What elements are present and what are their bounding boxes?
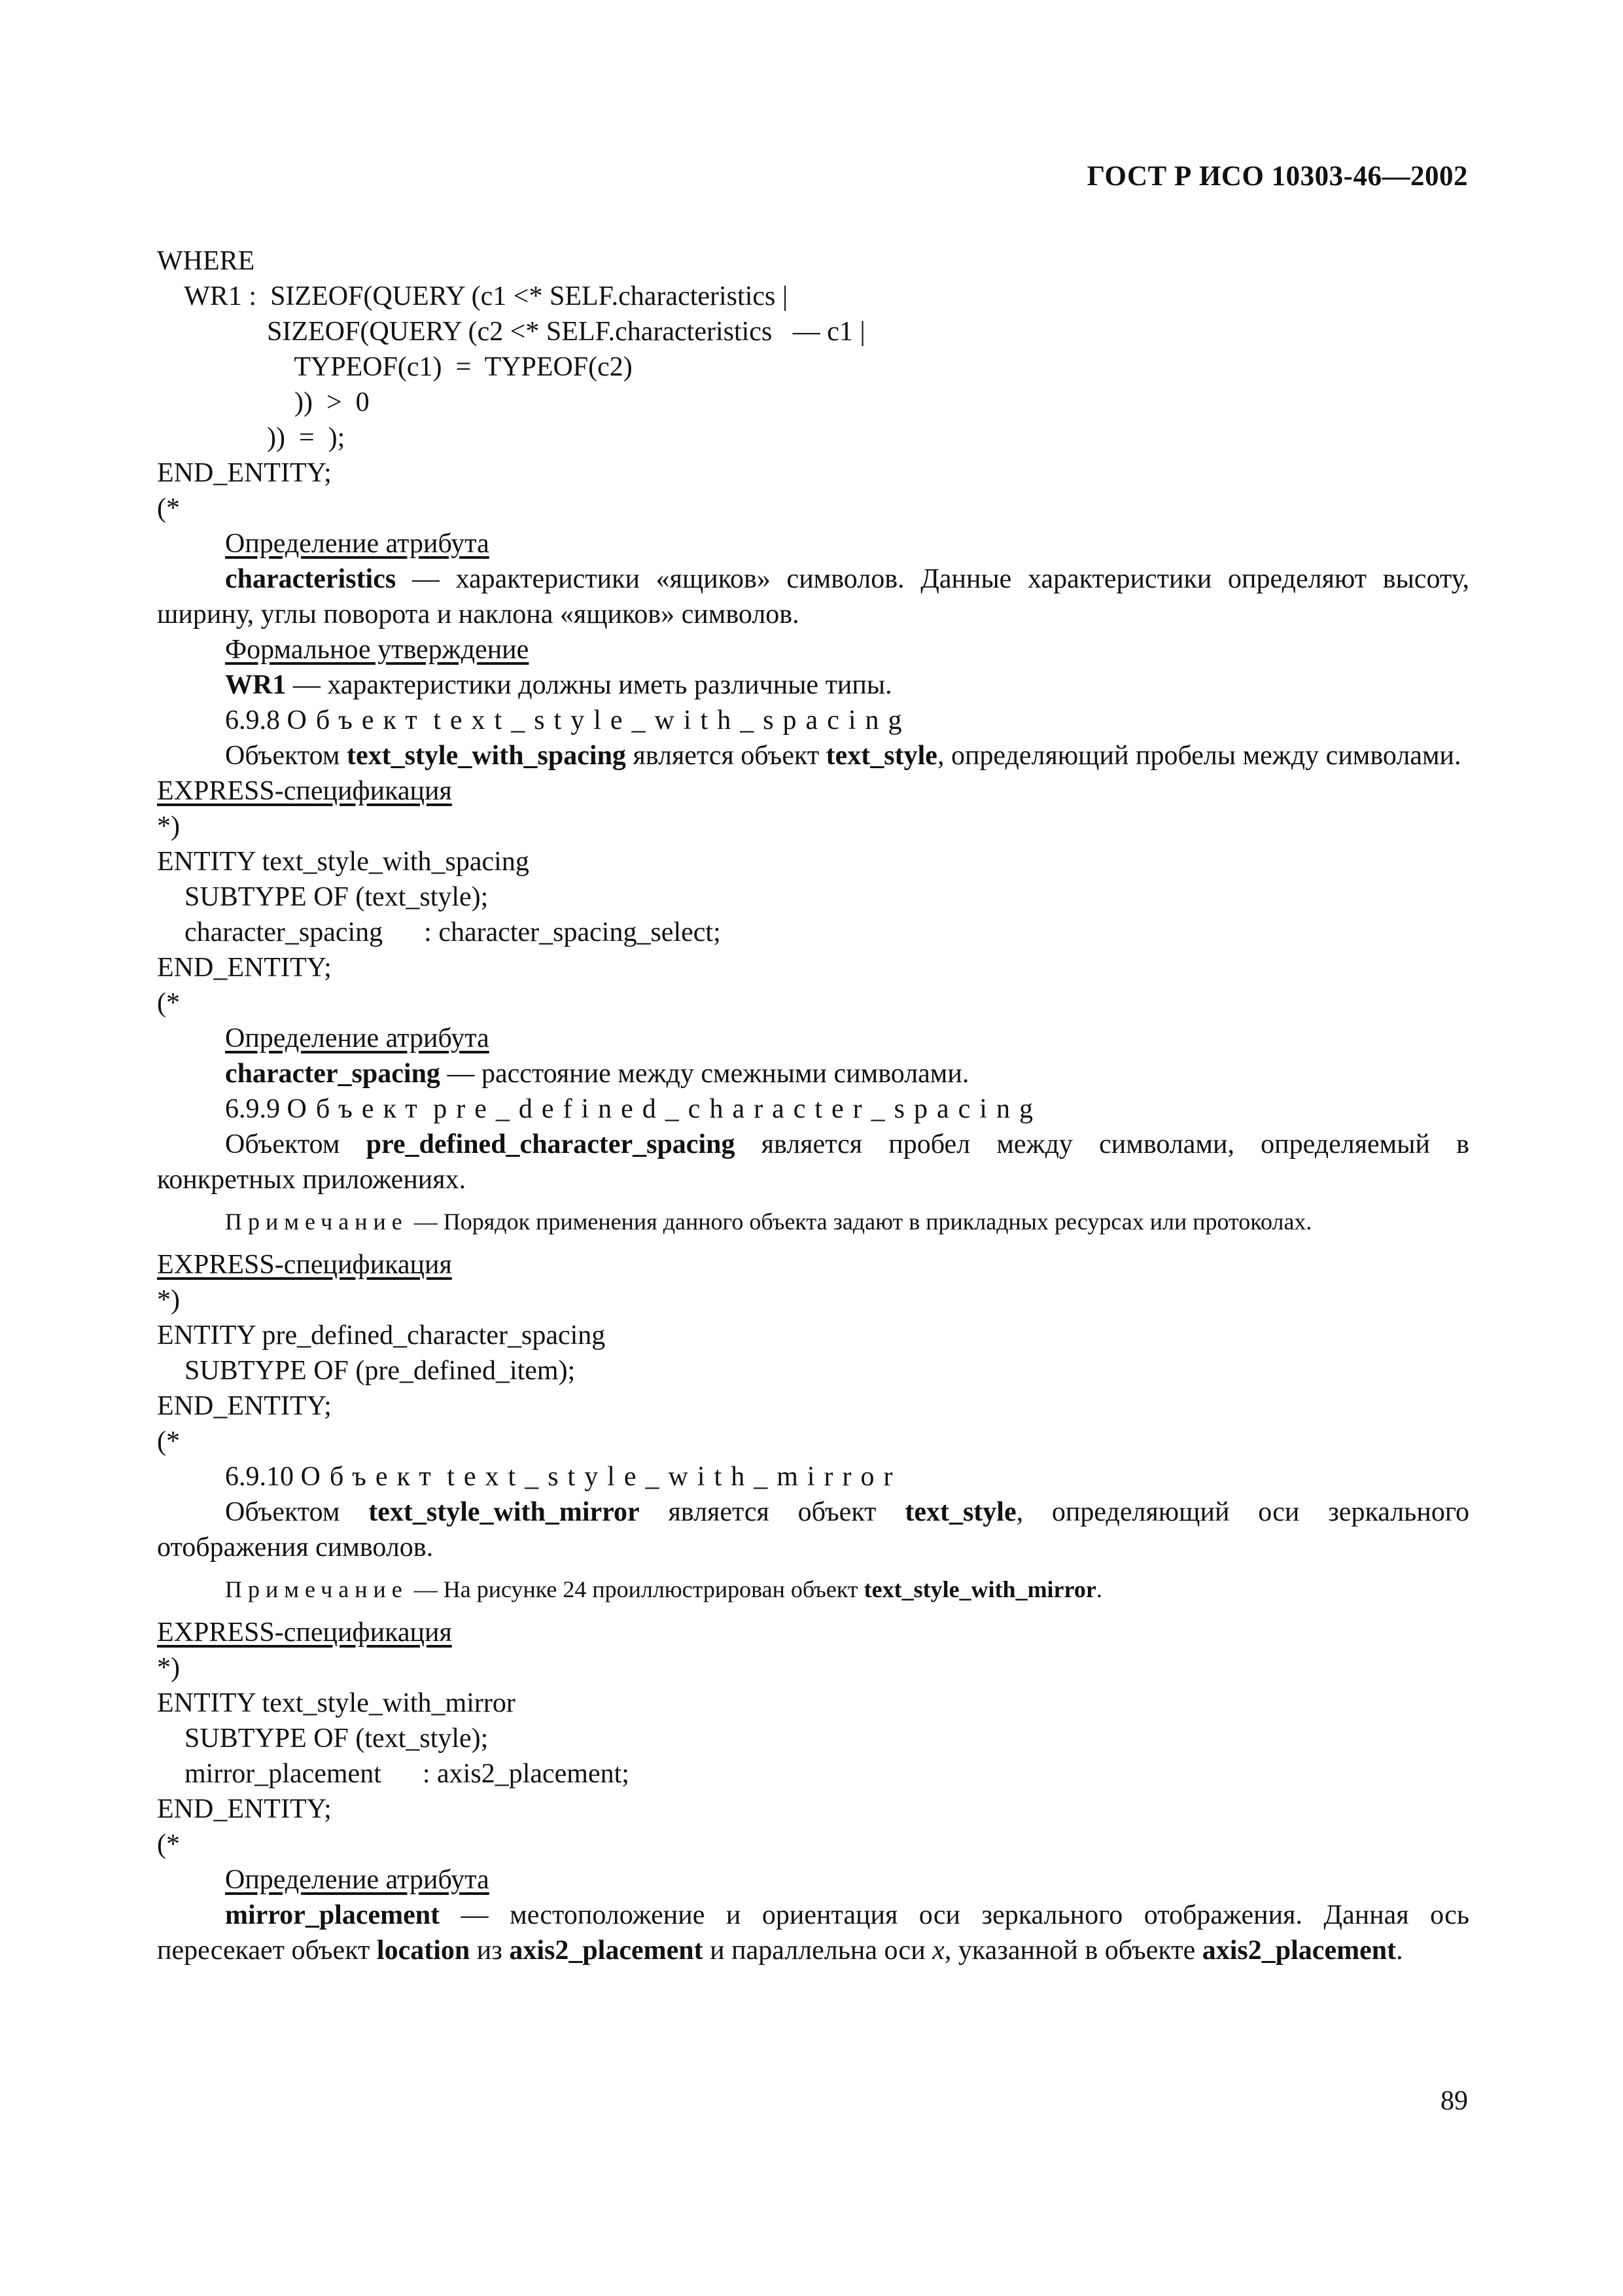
code-line: SUBTYPE OF (pre_defined_item); <box>157 1356 576 1386</box>
express-spec-heading: EXPRESS-спецификация <box>157 776 452 806</box>
attribute-definition-characteristics: characteristics — характеристики «ящиков» символов. Данные характеристики определяют высоту, ширину, углы поворота и наклона «ящиков» символов. <box>157 564 1469 629</box>
page-content <box>157 243 1469 1968</box>
document-header: ГОСТ Р ИСО 10303-46—2002 <box>1087 161 1468 192</box>
code-line: *) <box>157 1653 180 1683</box>
code-line: character_spacing : character_spacing_select; <box>157 917 721 947</box>
section-paragraph-6-9-9: Объектом pre_defined_character_spacing является пробел между символами, определяемый в конкретных приложениях. <box>157 1129 1469 1195</box>
code-block-pre-defined-character-spacing <box>157 1282 1469 1459</box>
code-line: *) <box>157 1285 180 1315</box>
code-line: SIZEOF(QUERY (c2 <* SELF.characteristics — c1 | <box>157 317 865 347</box>
note-6-9-9: Примечание — Порядок применения данного объекта задают в прикладных ресурсах или протоколах. <box>225 1209 1312 1235</box>
code-block-where <box>157 243 1469 526</box>
formal-statement-wr1: WR1 — характеристики должны иметь различные типы. <box>225 670 892 700</box>
code-line: SUBTYPE OF (text_style); <box>157 1723 489 1754</box>
code-line: ENTITY text_style_with_mirror <box>157 1688 515 1718</box>
attribute-definition-mirror-placement: mirror_placement — местоположение и ориентация оси зеркального отображения. Данная ось пересекает объект location из axis2_placement и параллельна оси x, указанной в объекте axis2_placement. <box>157 1900 1469 1966</box>
code-line: END_ENTITY; <box>157 1794 332 1824</box>
page-number: 89 <box>1440 2086 1468 2116</box>
code-line: WHERE <box>157 246 255 276</box>
code-block-text-style-with-spacing <box>157 809 1469 1021</box>
code-line: END_ENTITY; <box>157 953 332 983</box>
attribute-definition-character-spacing: character_spacing — расстояние между смежными символами. <box>225 1059 969 1089</box>
code-line: )) = ); <box>157 423 345 453</box>
section-paragraph-6-9-10: Объектом text_style_with_mirror является объект text_style, определяющий оси зеркального отображения символов. <box>157 1497 1469 1563</box>
note-6-9-10: Примечание — На рисунке 24 проиллюстрирован объект text_style_with_mirror. <box>225 1576 1102 1602</box>
code-line: mirror_placement : axis2_placement; <box>157 1759 629 1789</box>
code-line: END_ENTITY; <box>157 458 332 488</box>
express-spec-heading: EXPRESS-спецификация <box>157 1250 452 1280</box>
code-line: (* <box>157 988 180 1018</box>
section-heading-6-9-8: 6.9.8 Объект text_style_with_spacing <box>225 705 911 735</box>
code-line: SUBTYPE OF (text_style); <box>157 882 489 912</box>
attribute-definition-heading: Определение атрибута <box>225 1023 489 1053</box>
code-line: ENTITY text_style_with_spacing <box>157 847 529 877</box>
code-block-text-style-with-mirror <box>157 1650 1469 1862</box>
code-line: )) > 0 <box>157 387 370 417</box>
code-line: ENTITY pre_defined_character_spacing <box>157 1320 606 1351</box>
formal-statement-heading: Формальное утверждение <box>225 635 529 665</box>
code-line: END_ENTITY; <box>157 1391 332 1421</box>
code-line: *) <box>157 811 180 841</box>
code-line: WR1 : SIZEOF(QUERY (c1 <* SELF.characteristics | <box>157 281 788 311</box>
code-line: (* <box>157 1829 180 1860</box>
code-line: (* <box>157 493 180 523</box>
code-line: TYPEOF(c1) = TYPEOF(c2) <box>157 352 633 382</box>
code-line: (* <box>157 1426 180 1457</box>
express-spec-heading: EXPRESS-спецификация <box>157 1617 452 1648</box>
attribute-definition-heading: Определение атрибута <box>225 1865 489 1895</box>
section-heading-6-9-10: 6.9.10 Объект text_style_with_mirror <box>225 1462 902 1492</box>
section-heading-6-9-9: 6.9.9 Объект pre_defined_character_spacing <box>225 1094 1042 1124</box>
attribute-definition-heading: Определение атрибута <box>225 529 489 559</box>
section-paragraph-6-9-8: Объектом text_style_with_spacing является объект text_style, определяющий пробелы между символами. <box>225 741 1461 771</box>
